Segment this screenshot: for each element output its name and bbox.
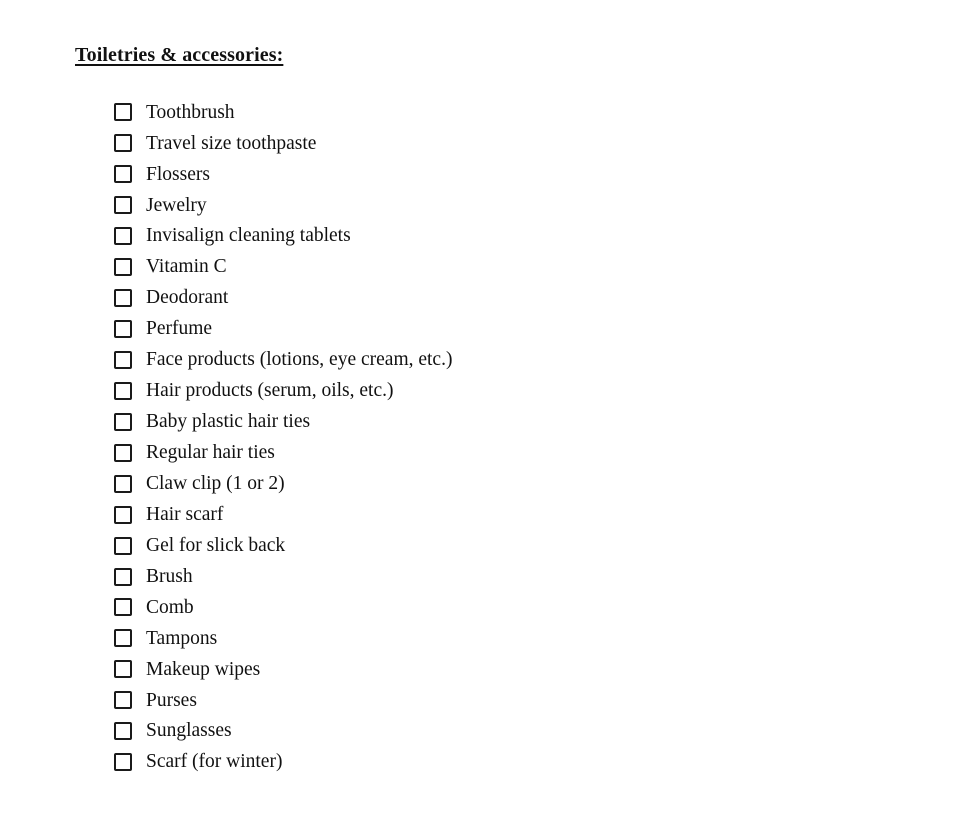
checklist-item [114, 499, 452, 530]
checkbox[interactable] [114, 722, 132, 740]
checklist-item-label: Flossers [146, 163, 210, 185]
checkbox[interactable] [114, 475, 132, 493]
checkbox[interactable] [114, 691, 132, 709]
checklist-item [114, 314, 452, 345]
checklist-item-label: Tampons [146, 627, 218, 649]
checklist-item [114, 468, 452, 499]
checkbox[interactable] [114, 134, 132, 152]
checklist-item-label: Travel size toothpaste [146, 132, 317, 154]
checklist-item-label: Claw clip (1 or 2) [146, 472, 285, 494]
checklist-item-label: Brush [146, 565, 193, 587]
checklist-item-label: Invisalign cleaning tablets [146, 225, 351, 247]
checkbox[interactable] [114, 537, 132, 555]
checklist-item [114, 159, 452, 190]
checklist-item-label: Baby plastic hair ties [146, 411, 311, 433]
checklist-item [114, 716, 452, 747]
checklist-item-label: Makeup wipes [146, 658, 261, 680]
checkbox[interactable] [114, 258, 132, 276]
checklist-item-label: Toothbrush [146, 101, 235, 123]
checklist-item [114, 221, 452, 252]
checklist-item [114, 190, 452, 221]
checkbox[interactable] [114, 413, 132, 431]
checkbox[interactable] [114, 660, 132, 678]
checklist-item-label: Jewelry [146, 194, 207, 216]
checkbox[interactable] [114, 753, 132, 771]
checklist-item [114, 530, 452, 561]
checklist-item [114, 592, 452, 623]
checklist-item-label: Purses [146, 689, 197, 711]
checklist-item [114, 623, 452, 654]
checklist-item-label: Hair products (serum, oils, etc.) [146, 380, 394, 402]
checklist-item [114, 345, 452, 376]
checklist-item [114, 375, 452, 406]
checklist-item [114, 283, 452, 314]
checklist-item [114, 747, 452, 778]
checkbox[interactable] [114, 506, 132, 524]
checklist-item-label: Gel for slick back [146, 534, 286, 556]
checklist-item [114, 685, 452, 716]
checklist-item-label: Perfume [146, 318, 213, 340]
checkbox[interactable] [114, 629, 132, 647]
checklist-item-label: Face products (lotions, eye cream, etc.) [146, 349, 453, 371]
checklist [114, 97, 452, 778]
checklist-item [114, 654, 452, 685]
section-heading: Toiletries & accessories: [75, 44, 284, 66]
checklist-item [114, 437, 452, 468]
checkbox[interactable] [114, 320, 132, 338]
checklist-item-label: Hair scarf [146, 503, 224, 525]
checklist-item-label: Comb [146, 596, 194, 618]
checklist-item-label: Regular hair ties [146, 442, 275, 464]
checklist-item [114, 561, 452, 592]
checklist-item-label: Sunglasses [146, 720, 232, 742]
checklist-item [114, 406, 452, 437]
checklist-item [114, 252, 452, 283]
checklist-item [114, 128, 452, 159]
checkbox[interactable] [114, 165, 132, 183]
checkbox[interactable] [114, 382, 132, 400]
checkbox[interactable] [114, 351, 132, 369]
checkbox[interactable] [114, 568, 132, 586]
checkbox[interactable] [114, 103, 132, 121]
checkbox[interactable] [114, 196, 132, 214]
checklist-item [114, 97, 452, 128]
checkbox[interactable] [114, 289, 132, 307]
checkbox[interactable] [114, 444, 132, 462]
checklist-item-label: Deodorant [146, 287, 229, 309]
checklist-item-label: Vitamin C [146, 256, 227, 278]
checkbox[interactable] [114, 598, 132, 616]
checkbox[interactable] [114, 227, 132, 245]
checklist-item-label: Scarf (for winter) [146, 751, 283, 773]
